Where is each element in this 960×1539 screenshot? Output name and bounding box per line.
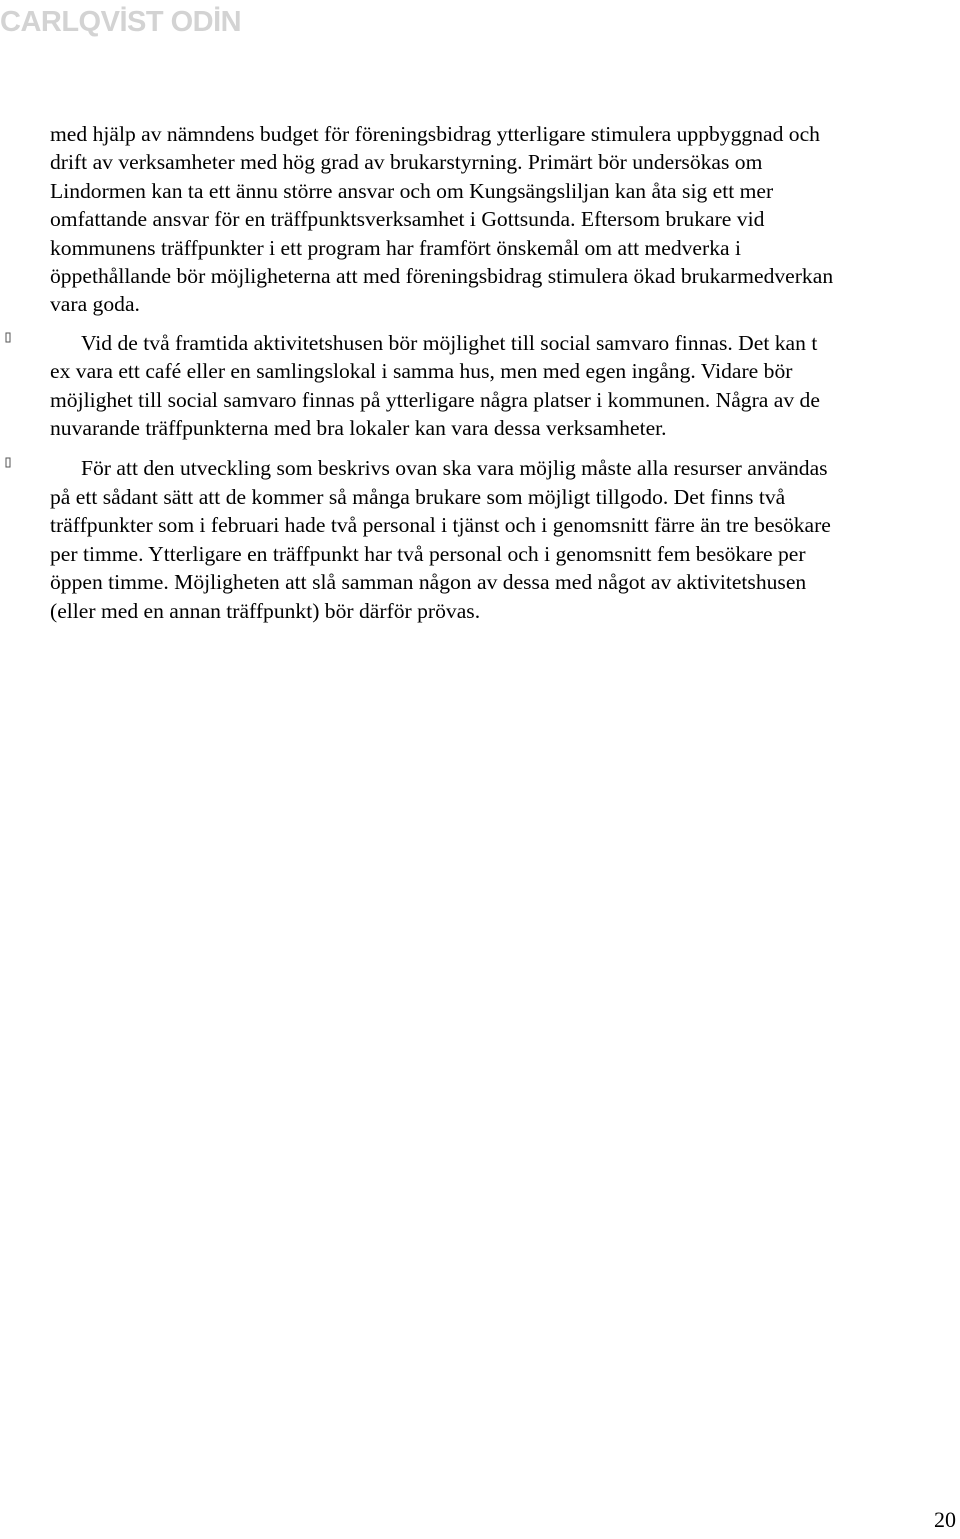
text-line: Vid de två framtida aktivitetshusen bör möjlighet till social samvaro finnas. Det kan t bbox=[81, 330, 818, 355]
text-line: öppethållande bör möjligheterna att med föreningsbidrag stimulera ökad brukarmedverkan bbox=[50, 264, 834, 289]
bullet-marker-icon bbox=[5, 457, 12, 469]
text-line: ex vara ett café eller en samlingslokal i samma hus, men med egen ingång. Vidare bör bbox=[50, 359, 793, 384]
bullet-item bbox=[50, 329, 930, 443]
text-line: på ett sådant sätt att de kommer så många brukare som möjligt tillgodo. Det finns två bbox=[50, 484, 786, 509]
company-logo: CARLQVİST ODİN bbox=[0, 6, 242, 38]
intro-paragraph bbox=[50, 120, 930, 319]
document-body bbox=[50, 120, 930, 625]
text-line: omfattande ansvar för en träffpunktsverksamhet i Gottsunda. Eftersom brukare vid bbox=[50, 207, 765, 232]
text-line: med hjälp av nämndens budget för föreningsbidrag ytterligare stimulera uppbyggnad och bbox=[50, 122, 820, 146]
page-number: 20 bbox=[934, 1507, 956, 1532]
text-line: För att den utveckling som beskrivs ovan ska vara möjlig måste alla resurser användas bbox=[81, 456, 828, 481]
text-line: per timme. Ytterligare en träffpunkt har två personal och i genomsnitt fem besökare per bbox=[50, 541, 806, 566]
text-line: vara goda. bbox=[50, 292, 140, 317]
text-line: (eller med en annan träffpunkt) bör därför prövas. bbox=[50, 598, 481, 623]
text-line: träffpunkter som i februari hade två personal i tjänst och i genomsnitt färre än tre besökare bbox=[50, 513, 831, 538]
text-line: öppen timme. Möjligheten att slå samman någon av dessa med något av aktivitetshusen bbox=[50, 570, 807, 595]
text-line: möjlighet till social samvaro finnas på ytterligare några platser i kommunen. Några av de bbox=[50, 387, 820, 412]
text-line: drift av verksamheter med hög grad av brukarstyrning. Primärt bör undersökas om bbox=[50, 150, 763, 175]
bullet-item bbox=[50, 454, 930, 624]
text-line: kommunens träffpunkter i ett program har framfört önskemål om att medverka i bbox=[50, 235, 741, 260]
bullet-marker-icon bbox=[5, 332, 12, 344]
text-line: nuvarande träffpunkterna med bra lokaler kan vara dessa verksamheter. bbox=[50, 416, 667, 441]
text-line: Lindormen kan ta ett ännu större ansvar och om Kungsängsliljan kan åta sig ett mer bbox=[50, 178, 774, 203]
